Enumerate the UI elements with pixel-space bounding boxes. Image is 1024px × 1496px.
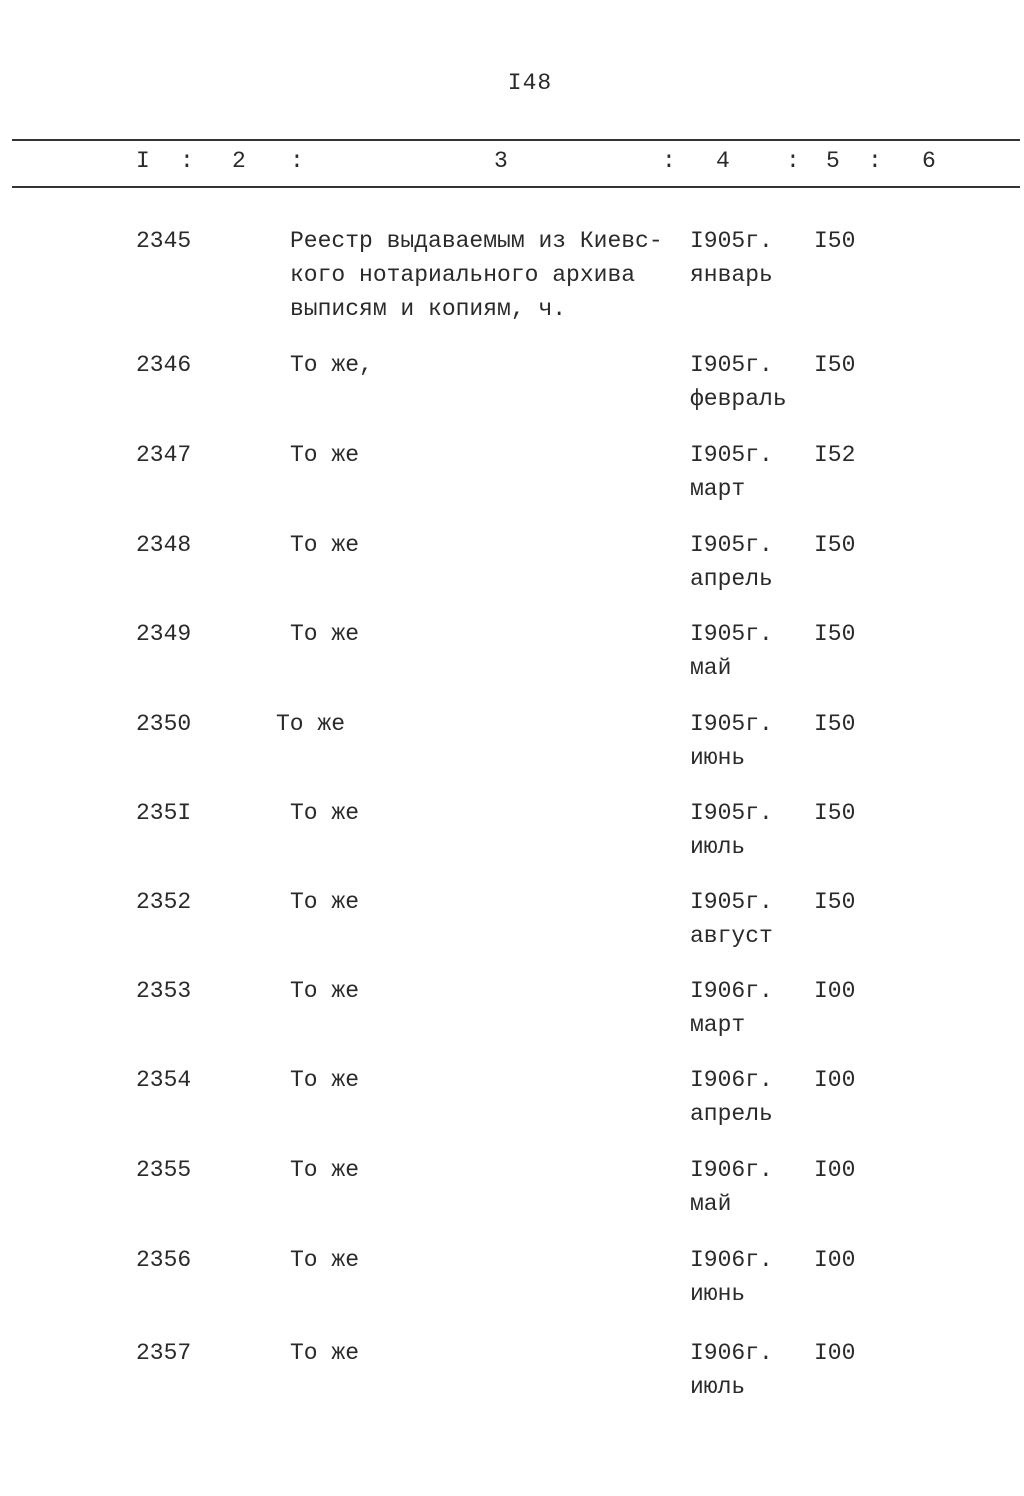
item-date: июнь [690, 745, 746, 771]
item-title: То же [290, 1340, 360, 1366]
item-title: То же [290, 1157, 360, 1183]
item-date: апрель [690, 566, 773, 592]
item-title: То же [290, 800, 360, 826]
header-separator: : [290, 148, 304, 174]
header-top-rule [12, 139, 1020, 141]
item-number: 235I [136, 800, 192, 826]
item-date: I906г. [690, 1157, 773, 1183]
item-date: май [690, 655, 732, 681]
item-date: март [690, 476, 746, 502]
item-title: кого нотариального архива [290, 262, 636, 288]
item-date: май [690, 1191, 732, 1217]
item-number: 2347 [136, 442, 192, 468]
item-date: I905г. [690, 352, 773, 378]
item-date: июнь [690, 1281, 746, 1307]
item-number: 2349 [136, 621, 192, 647]
item-date: июль [690, 1374, 746, 1400]
item-date: январь [690, 262, 773, 288]
item-number: 2352 [136, 889, 192, 915]
item-number: 2353 [136, 978, 192, 1004]
header-col-6: 6 [922, 148, 936, 174]
item-number: 2354 [136, 1067, 192, 1093]
item-number: 2345 [136, 228, 192, 254]
item-number: 2356 [136, 1247, 192, 1273]
page-number: I48 [507, 70, 553, 96]
item-title: То же, [290, 352, 373, 378]
item-date: апрель [690, 1101, 773, 1127]
item-date: I906г. [690, 978, 773, 1004]
item-number: 2348 [136, 532, 192, 558]
header-col-1: I [136, 148, 150, 174]
item-title: То же [290, 442, 360, 468]
header-bottom-rule [12, 186, 1020, 188]
item-date: август [690, 923, 773, 949]
item-sheet-count: I50 [814, 228, 856, 254]
item-title: То же [276, 711, 346, 737]
item-title: Реестр выдаваемым из Киевс- [290, 228, 663, 254]
item-sheet-count: I00 [814, 978, 856, 1004]
item-date: I905г. [690, 621, 773, 647]
header-separator: : [786, 148, 800, 174]
header-col-3: 3 [494, 148, 508, 174]
item-date: I905г. [690, 889, 773, 915]
item-title: То же [290, 532, 360, 558]
header-col-2: 2 [232, 148, 246, 174]
item-sheet-count: I00 [814, 1157, 856, 1183]
item-sheet-count: I00 [814, 1340, 856, 1366]
item-sheet-count: I50 [814, 889, 856, 915]
item-date: февраль [690, 386, 787, 412]
item-sheet-count: I50 [814, 352, 856, 378]
header-separator: : [662, 148, 676, 174]
item-date: I906г. [690, 1067, 773, 1093]
item-sheet-count: I52 [814, 442, 856, 468]
item-number: 2346 [136, 352, 192, 378]
item-date: I905г. [690, 532, 773, 558]
item-date: июль [690, 834, 746, 860]
item-date: I905г. [690, 711, 773, 737]
item-title: То же [290, 978, 360, 1004]
header-separator: : [868, 148, 882, 174]
item-title: То же [290, 1247, 360, 1273]
item-date: I906г. [690, 1247, 773, 1273]
item-sheet-count: I50 [814, 621, 856, 647]
item-date: I905г. [690, 800, 773, 826]
header-col-4: 4 [716, 148, 730, 174]
item-number: 2350 [136, 711, 192, 737]
item-number: 2355 [136, 1157, 192, 1183]
item-title: То же [290, 621, 360, 647]
item-number: 2357 [136, 1340, 192, 1366]
item-date: I905г. [690, 228, 773, 254]
item-title: То же [290, 1067, 360, 1093]
header-col-5: 5 [826, 148, 840, 174]
item-title: То же [290, 889, 360, 915]
item-date: март [690, 1012, 746, 1038]
item-sheet-count: I00 [814, 1067, 856, 1093]
item-sheet-count: I50 [814, 800, 856, 826]
item-date: I906г. [690, 1340, 773, 1366]
item-sheet-count: I00 [814, 1247, 856, 1273]
item-sheet-count: I50 [814, 711, 856, 737]
item-date: I905г. [690, 442, 773, 468]
header-separator: : [180, 148, 194, 174]
item-title: выписям и копиям, ч. [290, 296, 567, 322]
item-sheet-count: I50 [814, 532, 856, 558]
